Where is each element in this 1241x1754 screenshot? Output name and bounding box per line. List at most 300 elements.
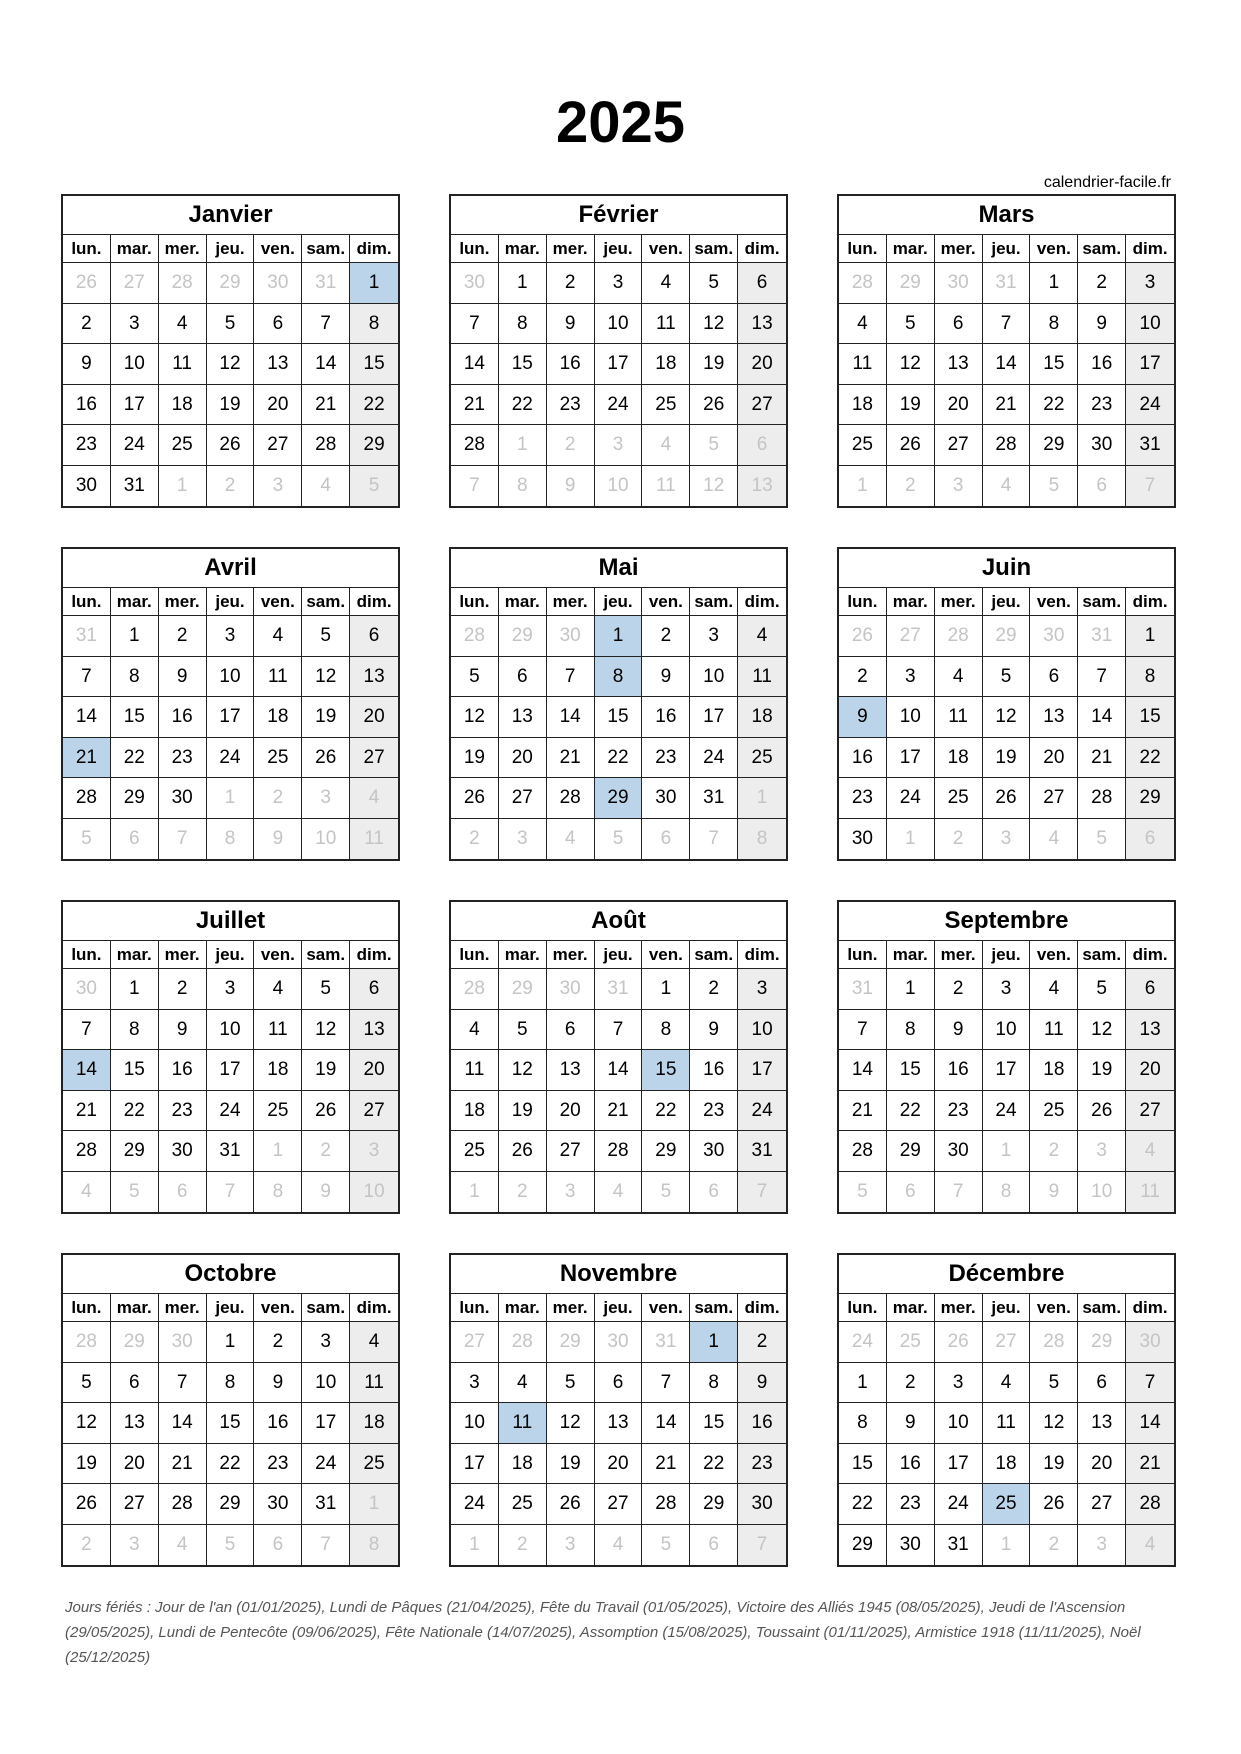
day-cell: 18 <box>642 344 690 385</box>
day-cell: 13 <box>254 344 302 385</box>
day-cell: 24 <box>451 1484 499 1525</box>
adjacent-month-day-cell: 5 <box>350 466 398 507</box>
day-cell: 29 <box>350 425 398 466</box>
day-cell: 20 <box>254 385 302 426</box>
weekday-header: mar. <box>887 941 935 969</box>
month-title: Juin <box>839 549 1174 588</box>
day-cell: 12 <box>302 657 350 698</box>
day-cell: 29 <box>207 1484 255 1525</box>
weekday-header: sam. <box>1078 235 1126 263</box>
day-cell: 12 <box>207 344 255 385</box>
day-cell: 11 <box>451 1050 499 1091</box>
weekday-header: ven. <box>642 588 690 616</box>
day-cell: 13 <box>738 304 786 345</box>
weekday-header: sam. <box>302 588 350 616</box>
adjacent-month-day-cell: 28 <box>499 1322 547 1363</box>
weekday-header: sam. <box>690 1294 738 1322</box>
day-cell: 1 <box>1030 263 1078 304</box>
day-cell: 7 <box>839 1010 887 1051</box>
weekday-header: lun. <box>839 1294 887 1322</box>
day-cell: 25 <box>935 778 983 819</box>
weekday-header: ven. <box>1030 588 1078 616</box>
weekday-header: dim. <box>738 588 786 616</box>
weekday-header: lun. <box>63 941 111 969</box>
day-cell: 3 <box>302 1322 350 1363</box>
day-cell: 24 <box>207 1091 255 1132</box>
day-cell: 3 <box>935 1363 983 1404</box>
month-2 <box>449 194 788 508</box>
day-cell: 15 <box>111 1050 159 1091</box>
day-cell: 17 <box>207 1050 255 1091</box>
day-cell: 23 <box>159 1091 207 1132</box>
weekday-header: sam. <box>690 941 738 969</box>
weekday-header: lun. <box>451 588 499 616</box>
day-cell: 17 <box>1126 344 1174 385</box>
day-cell: 13 <box>1030 697 1078 738</box>
adjacent-month-day-cell: 1 <box>451 1525 499 1566</box>
day-cell: 24 <box>595 385 643 426</box>
holiday-day-cell: 11 <box>499 1403 547 1444</box>
day-cell: 14 <box>595 1050 643 1091</box>
day-cell: 27 <box>111 1484 159 1525</box>
weekday-header: mer. <box>935 235 983 263</box>
adjacent-month-day-cell: 27 <box>983 1322 1031 1363</box>
month-title: Janvier <box>63 196 398 235</box>
month-6 <box>837 547 1176 861</box>
day-cell: 29 <box>839 1525 887 1566</box>
adjacent-month-day-cell: 3 <box>1078 1525 1126 1566</box>
day-cell: 20 <box>499 738 547 779</box>
day-cell: 14 <box>547 697 595 738</box>
day-cell: 17 <box>302 1403 350 1444</box>
day-cell: 19 <box>451 738 499 779</box>
adjacent-month-day-cell: 3 <box>1078 1131 1126 1172</box>
adjacent-month-day-cell: 29 <box>1078 1322 1126 1363</box>
day-cell: 3 <box>207 969 255 1010</box>
day-cell: 3 <box>887 657 935 698</box>
weekday-header: jeu. <box>595 235 643 263</box>
day-cell: 4 <box>839 304 887 345</box>
day-cell: 3 <box>690 616 738 657</box>
day-cell: 29 <box>1126 778 1174 819</box>
adjacent-month-day-cell: 6 <box>642 819 690 860</box>
day-cell: 30 <box>642 778 690 819</box>
weekday-header: jeu. <box>207 588 255 616</box>
adjacent-month-day-cell: 7 <box>207 1172 255 1213</box>
day-cell: 2 <box>887 1363 935 1404</box>
weekday-header: jeu. <box>207 235 255 263</box>
day-cell: 15 <box>111 697 159 738</box>
adjacent-month-day-cell: 2 <box>935 819 983 860</box>
day-cell: 6 <box>111 1363 159 1404</box>
day-cell: 7 <box>63 657 111 698</box>
weekday-header: mer. <box>935 941 983 969</box>
day-cell: 2 <box>690 969 738 1010</box>
weekday-header: lun. <box>451 1294 499 1322</box>
weekday-header: ven. <box>642 1294 690 1322</box>
day-cell: 12 <box>983 697 1031 738</box>
day-cell: 22 <box>887 1091 935 1132</box>
adjacent-month-day-cell: 1 <box>738 778 786 819</box>
day-cell: 19 <box>63 1444 111 1485</box>
weekday-header: lun. <box>839 235 887 263</box>
adjacent-month-day-cell: 4 <box>1126 1525 1174 1566</box>
weekday-header: ven. <box>254 235 302 263</box>
day-cell: 30 <box>63 466 111 507</box>
adjacent-month-day-cell: 7 <box>738 1525 786 1566</box>
day-cell: 21 <box>839 1091 887 1132</box>
day-cell: 29 <box>887 1131 935 1172</box>
adjacent-month-day-cell: 1 <box>983 1525 1031 1566</box>
day-cell: 1 <box>839 1363 887 1404</box>
day-cell: 26 <box>1030 1484 1078 1525</box>
adjacent-month-day-cell: 2 <box>1030 1131 1078 1172</box>
adjacent-month-day-cell: 5 <box>207 1525 255 1566</box>
day-cell: 9 <box>935 1010 983 1051</box>
day-cell: 4 <box>642 263 690 304</box>
day-cell: 6 <box>738 263 786 304</box>
adjacent-month-day-cell: 3 <box>935 466 983 507</box>
adjacent-month-day-cell: 7 <box>451 466 499 507</box>
day-cell: 28 <box>1078 778 1126 819</box>
day-cell: 31 <box>690 778 738 819</box>
day-cell: 4 <box>983 1363 1031 1404</box>
adjacent-month-day-cell: 28 <box>451 616 499 657</box>
adjacent-month-day-cell: 3 <box>547 1172 595 1213</box>
adjacent-month-day-cell: 4 <box>547 819 595 860</box>
day-cell: 8 <box>499 304 547 345</box>
weekday-header: jeu. <box>983 1294 1031 1322</box>
month-title: Décembre <box>839 1255 1174 1294</box>
day-cell: 18 <box>839 385 887 426</box>
day-cell: 22 <box>690 1444 738 1485</box>
day-cell: 7 <box>1126 1363 1174 1404</box>
day-cell: 26 <box>887 425 935 466</box>
day-cell: 27 <box>738 385 786 426</box>
day-cell: 3 <box>595 263 643 304</box>
weekday-header: mer. <box>547 235 595 263</box>
month-4 <box>61 547 400 861</box>
adjacent-month-day-cell: 29 <box>983 616 1031 657</box>
day-cell: 10 <box>595 304 643 345</box>
day-cell: 16 <box>159 697 207 738</box>
day-cell: 17 <box>738 1050 786 1091</box>
day-cell: 8 <box>207 1363 255 1404</box>
day-cell: 23 <box>738 1444 786 1485</box>
day-cell: 11 <box>983 1403 1031 1444</box>
adjacent-month-day-cell: 31 <box>63 616 111 657</box>
adjacent-month-day-cell: 31 <box>839 969 887 1010</box>
weekday-header: ven. <box>1030 235 1078 263</box>
day-cell: 8 <box>1030 304 1078 345</box>
day-cell: 12 <box>690 304 738 345</box>
weekday-header: mar. <box>111 941 159 969</box>
weekday-header: mar. <box>887 235 935 263</box>
day-cell: 24 <box>302 1444 350 1485</box>
day-cell: 5 <box>302 969 350 1010</box>
day-cell: 18 <box>499 1444 547 1485</box>
day-cell: 15 <box>350 344 398 385</box>
adjacent-month-day-cell: 30 <box>595 1322 643 1363</box>
day-cell: 25 <box>254 1091 302 1132</box>
day-cell: 6 <box>350 616 398 657</box>
day-cell: 3 <box>1126 263 1174 304</box>
day-cell: 25 <box>839 425 887 466</box>
weekday-header: ven. <box>254 1294 302 1322</box>
day-cell: 1 <box>499 263 547 304</box>
day-cell: 11 <box>738 657 786 698</box>
day-cell: 30 <box>254 1484 302 1525</box>
weekday-header: dim. <box>350 235 398 263</box>
day-cell: 24 <box>935 1484 983 1525</box>
weekday-header: dim. <box>1126 1294 1174 1322</box>
adjacent-month-day-cell: 30 <box>547 969 595 1010</box>
day-cell: 14 <box>642 1403 690 1444</box>
day-cell: 12 <box>302 1010 350 1051</box>
weekday-header: mer. <box>159 1294 207 1322</box>
adjacent-month-day-cell: 5 <box>1030 466 1078 507</box>
weekday-header: ven. <box>254 941 302 969</box>
adjacent-month-day-cell: 3 <box>350 1131 398 1172</box>
day-cell: 2 <box>547 263 595 304</box>
adjacent-month-day-cell: 31 <box>595 969 643 1010</box>
day-cell: 23 <box>1078 385 1126 426</box>
weekday-header: lun. <box>839 941 887 969</box>
adjacent-month-day-cell: 12 <box>690 466 738 507</box>
adjacent-month-day-cell: 8 <box>499 466 547 507</box>
day-cell: 31 <box>302 1484 350 1525</box>
weekday-header: lun. <box>839 588 887 616</box>
adjacent-month-day-cell: 28 <box>839 263 887 304</box>
day-cell: 14 <box>302 344 350 385</box>
adjacent-month-day-cell: 7 <box>159 819 207 860</box>
weekday-header: mer. <box>159 588 207 616</box>
day-cell: 6 <box>1126 969 1174 1010</box>
day-cell: 15 <box>690 1403 738 1444</box>
day-cell: 14 <box>63 697 111 738</box>
month-10 <box>61 1253 400 1567</box>
day-cell: 12 <box>451 697 499 738</box>
month-title: Novembre <box>451 1255 786 1294</box>
day-cell: 4 <box>350 1322 398 1363</box>
day-cell: 21 <box>302 385 350 426</box>
day-cell: 28 <box>1126 1484 1174 1525</box>
day-cell: 31 <box>1126 425 1174 466</box>
day-cell: 28 <box>839 1131 887 1172</box>
day-cell: 11 <box>839 344 887 385</box>
weekday-header: mer. <box>935 588 983 616</box>
day-cell: 9 <box>254 1363 302 1404</box>
holiday-day-cell: 8 <box>595 657 643 698</box>
day-cell: 5 <box>302 616 350 657</box>
adjacent-month-day-cell: 13 <box>738 466 786 507</box>
day-cell: 18 <box>350 1403 398 1444</box>
day-cell: 23 <box>63 425 111 466</box>
day-cell: 13 <box>499 697 547 738</box>
day-cell: 2 <box>254 1322 302 1363</box>
day-cell: 7 <box>302 304 350 345</box>
adjacent-month-day-cell: 29 <box>887 263 935 304</box>
day-cell: 16 <box>254 1403 302 1444</box>
adjacent-month-day-cell: 30 <box>1030 616 1078 657</box>
adjacent-month-day-cell: 4 <box>595 1172 643 1213</box>
adjacent-month-day-cell: 1 <box>839 466 887 507</box>
weekday-header: mar. <box>499 235 547 263</box>
adjacent-month-day-cell: 5 <box>1078 819 1126 860</box>
adjacent-month-day-cell: 28 <box>63 1322 111 1363</box>
weekday-header: mar. <box>499 1294 547 1322</box>
adjacent-month-day-cell: 8 <box>983 1172 1031 1213</box>
day-cell: 13 <box>111 1403 159 1444</box>
day-cell: 6 <box>1030 657 1078 698</box>
day-cell: 28 <box>302 425 350 466</box>
day-cell: 17 <box>690 697 738 738</box>
adjacent-month-day-cell: 31 <box>983 263 1031 304</box>
day-cell: 5 <box>499 1010 547 1051</box>
day-cell: 28 <box>63 778 111 819</box>
day-cell: 23 <box>254 1444 302 1485</box>
day-cell: 2 <box>935 969 983 1010</box>
day-cell: 9 <box>159 657 207 698</box>
day-cell: 4 <box>254 969 302 1010</box>
adjacent-month-day-cell: 6 <box>1126 819 1174 860</box>
day-cell: 1 <box>207 1322 255 1363</box>
day-cell: 8 <box>690 1363 738 1404</box>
day-cell: 16 <box>935 1050 983 1091</box>
day-cell: 15 <box>207 1403 255 1444</box>
holiday-day-cell: 1 <box>595 616 643 657</box>
holiday-day-cell: 9 <box>839 697 887 738</box>
holiday-day-cell: 21 <box>63 738 111 779</box>
day-cell: 1 <box>887 969 935 1010</box>
day-cell: 5 <box>451 657 499 698</box>
day-cell: 31 <box>935 1525 983 1566</box>
day-cell: 3 <box>738 969 786 1010</box>
adjacent-month-day-cell: 28 <box>159 263 207 304</box>
adjacent-month-day-cell: 25 <box>887 1322 935 1363</box>
adjacent-month-day-cell: 30 <box>1126 1322 1174 1363</box>
day-cell: 3 <box>111 304 159 345</box>
day-cell: 28 <box>451 425 499 466</box>
adjacent-month-day-cell: 1 <box>887 819 935 860</box>
day-cell: 9 <box>1078 304 1126 345</box>
day-cell: 29 <box>642 1131 690 1172</box>
weekday-header: sam. <box>690 235 738 263</box>
adjacent-month-day-cell: 30 <box>451 263 499 304</box>
day-cell: 21 <box>983 385 1031 426</box>
adjacent-month-day-cell: 6 <box>690 1525 738 1566</box>
day-cell: 27 <box>1078 1484 1126 1525</box>
day-cell: 25 <box>499 1484 547 1525</box>
day-cell: 25 <box>451 1131 499 1172</box>
day-cell: 10 <box>690 657 738 698</box>
adjacent-month-day-cell: 9 <box>302 1172 350 1213</box>
day-cell: 11 <box>642 304 690 345</box>
day-cell: 7 <box>547 657 595 698</box>
day-cell: 22 <box>499 385 547 426</box>
day-cell: 2 <box>642 616 690 657</box>
adjacent-month-day-cell: 2 <box>302 1131 350 1172</box>
day-cell: 22 <box>595 738 643 779</box>
weekday-header: sam. <box>690 588 738 616</box>
weekday-header: mar. <box>499 588 547 616</box>
day-cell: 9 <box>159 1010 207 1051</box>
day-cell: 17 <box>983 1050 1031 1091</box>
day-cell: 16 <box>159 1050 207 1091</box>
day-cell: 20 <box>595 1444 643 1485</box>
day-cell: 11 <box>159 344 207 385</box>
adjacent-month-day-cell: 5 <box>642 1172 690 1213</box>
day-cell: 5 <box>690 263 738 304</box>
adjacent-month-day-cell: 5 <box>595 819 643 860</box>
day-cell: 7 <box>642 1363 690 1404</box>
weekday-header: mar. <box>499 941 547 969</box>
adjacent-month-day-cell: 10 <box>595 466 643 507</box>
day-cell: 17 <box>887 738 935 779</box>
day-cell: 29 <box>690 1484 738 1525</box>
day-cell: 21 <box>1078 738 1126 779</box>
day-cell: 10 <box>207 1010 255 1051</box>
adjacent-month-day-cell: 3 <box>302 778 350 819</box>
month-1 <box>61 194 400 508</box>
day-cell: 30 <box>1078 425 1126 466</box>
day-cell: 4 <box>254 616 302 657</box>
adjacent-month-day-cell: 2 <box>499 1525 547 1566</box>
adjacent-month-day-cell: 9 <box>1030 1172 1078 1213</box>
day-cell: 30 <box>839 819 887 860</box>
day-cell: 8 <box>111 657 159 698</box>
adjacent-month-day-cell: 31 <box>302 263 350 304</box>
adjacent-month-day-cell: 2 <box>451 819 499 860</box>
adjacent-month-day-cell: 6 <box>159 1172 207 1213</box>
adjacent-month-day-cell: 5 <box>111 1172 159 1213</box>
weekday-header: sam. <box>302 235 350 263</box>
adjacent-month-day-cell: 8 <box>738 819 786 860</box>
day-cell: 13 <box>595 1403 643 1444</box>
weekday-header: ven. <box>254 588 302 616</box>
weekday-header: jeu. <box>983 588 1031 616</box>
day-cell: 28 <box>595 1131 643 1172</box>
adjacent-month-day-cell: 5 <box>642 1525 690 1566</box>
day-cell: 26 <box>451 778 499 819</box>
day-cell: 10 <box>111 344 159 385</box>
adjacent-month-day-cell: 3 <box>111 1525 159 1566</box>
day-cell: 27 <box>547 1131 595 1172</box>
weekday-header: sam. <box>1078 588 1126 616</box>
day-cell: 30 <box>738 1484 786 1525</box>
day-cell: 17 <box>935 1444 983 1485</box>
day-cell: 9 <box>63 344 111 385</box>
adjacent-month-day-cell: 1 <box>451 1172 499 1213</box>
day-cell: 10 <box>935 1403 983 1444</box>
day-cell: 19 <box>690 344 738 385</box>
weekday-header: mar. <box>887 1294 935 1322</box>
weekday-header: sam. <box>1078 941 1126 969</box>
month-title: Octobre <box>63 1255 398 1294</box>
day-cell: 19 <box>1078 1050 1126 1091</box>
month-title: Mai <box>451 549 786 588</box>
day-cell: 17 <box>207 697 255 738</box>
day-cell: 21 <box>595 1091 643 1132</box>
adjacent-month-day-cell: 2 <box>207 466 255 507</box>
day-cell: 22 <box>1126 738 1174 779</box>
adjacent-month-day-cell: 27 <box>451 1322 499 1363</box>
adjacent-month-day-cell: 2 <box>1030 1525 1078 1566</box>
day-cell: 19 <box>207 385 255 426</box>
day-cell: 11 <box>350 1363 398 1404</box>
weekday-header: ven. <box>642 235 690 263</box>
day-cell: 18 <box>738 697 786 738</box>
